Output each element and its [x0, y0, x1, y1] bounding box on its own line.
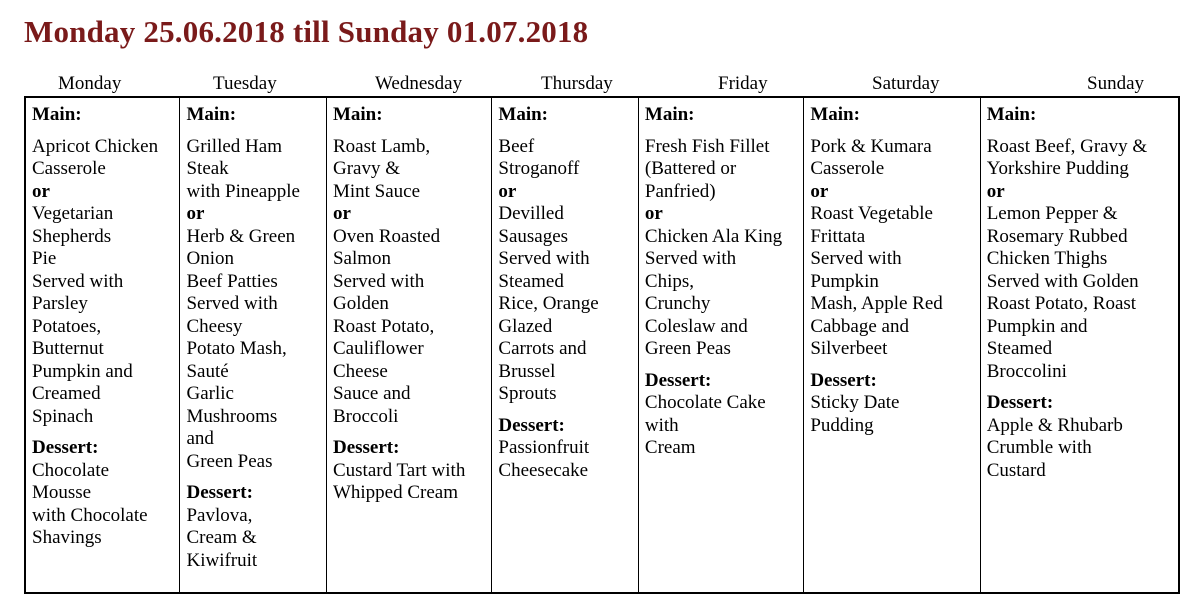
- main-option-b-line: Served with: [810, 248, 902, 269]
- main-option-a-line: Stroganoff: [498, 158, 580, 179]
- main-option-b-line: Sauté: [186, 360, 229, 382]
- day-header-saturday: Saturday: [872, 73, 940, 94]
- dessert-label: Dessert:: [498, 414, 565, 436]
- main-option-b-line: Chicken Thighs: [986, 248, 1108, 269]
- main-option-b-line: Roast Potato,: [332, 315, 435, 337]
- dessert-line: Kiwifruit: [186, 549, 258, 571]
- or-separator: or: [32, 180, 50, 202]
- day-header-wednesday: Wednesday: [375, 73, 463, 94]
- dessert-line: Cheesecake: [498, 459, 589, 481]
- main-option-b-line: Served with: [498, 248, 590, 269]
- main-option-a-line: Beef: [498, 135, 535, 157]
- spacer: [987, 127, 1178, 136]
- spacer: [810, 127, 979, 136]
- dessert-line: Pavlova,: [186, 504, 253, 526]
- dessert-label: Dessert:: [810, 369, 877, 391]
- dessert-line: Chocolate Cake: [644, 392, 766, 413]
- main-option-b-line: Devilled: [498, 203, 564, 224]
- main-option-b-line: Golden: [332, 293, 389, 314]
- main-option-a-line: (Battered or: [644, 158, 737, 179]
- main-option-b-line: Potato Mash,: [186, 338, 287, 359]
- main-option-a-line: Steak: [186, 158, 229, 179]
- main-option-b-line: Crunchy: [644, 293, 711, 314]
- day-column-friday: [639, 98, 804, 592]
- or-separator: or: [810, 180, 829, 202]
- main-option-a-line: Panfried): [644, 180, 716, 202]
- main-label: Main:: [644, 104, 695, 125]
- or-separator: or: [986, 180, 1005, 202]
- main-option-b-line: Beef Patties: [186, 270, 278, 292]
- dessert-line: Crumble with: [986, 437, 1092, 458]
- main-option-a-line: Yorkshire Pudding: [986, 158, 1129, 179]
- main-option-b-line: Creamed: [32, 383, 101, 404]
- dessert-line: Pudding: [810, 414, 874, 436]
- page-title: Monday 25.06.2018 till Sunday 01.07.2018: [24, 14, 589, 49]
- main-option-b-line: Spinach: [32, 405, 94, 427]
- main-option-a-line: Fresh Fish Fillet: [644, 135, 770, 157]
- main-option-a-line: Casserole: [32, 158, 106, 179]
- spacer: [810, 361, 979, 370]
- dessert-line: Shavings: [32, 527, 102, 548]
- dessert-line: Cream: [644, 437, 696, 458]
- main-option-b-line: Brussel: [498, 360, 556, 382]
- main-option-a-line: Mint Sauce: [332, 180, 421, 202]
- main-option-a-line: Apricot Chicken: [32, 135, 159, 157]
- main-option-b-line: Coleslaw and: [644, 315, 748, 337]
- main-option-b-line: Carrots and: [498, 338, 587, 359]
- main-option-b-line: Potatoes,: [32, 315, 102, 337]
- main-option-b-line: Glazed: [498, 315, 553, 337]
- dessert-line: Cream &: [186, 527, 257, 548]
- spacer: [498, 406, 638, 415]
- main-option-b-line: Roast Vegetable: [810, 203, 933, 224]
- dessert-line: with: [644, 414, 679, 436]
- spacer: [32, 127, 179, 136]
- main-option-b-line: Oven Roasted: [332, 225, 441, 247]
- main-option-b-line: Rice, Orange: [498, 293, 599, 314]
- main-option-b-line: Served with: [186, 293, 278, 314]
- main-option-b-line: Sprouts: [498, 383, 557, 404]
- main-label: Main:: [332, 104, 383, 125]
- day-column-saturday: [804, 98, 980, 592]
- spacer: [987, 383, 1178, 392]
- dessert-label: Dessert:: [332, 437, 400, 458]
- spacer: [498, 127, 638, 136]
- dessert-line: Custard: [986, 459, 1046, 481]
- dessert-line: with Chocolate: [32, 504, 148, 526]
- day-header-sunday: Sunday: [1087, 73, 1144, 94]
- day-column-thursday: [492, 98, 639, 592]
- dessert-line: Apple & Rhubarb: [986, 414, 1123, 436]
- main-label: Main:: [810, 104, 860, 125]
- main-option-a-line: Casserole: [810, 158, 885, 179]
- main-label: Main:: [186, 104, 237, 125]
- main-option-b-line: Shepherds: [32, 225, 112, 247]
- main-option-b-line: Rosemary Rubbed: [986, 225, 1128, 247]
- main-option-b-line: Pumpkin and: [32, 360, 133, 382]
- dessert-line: Custard Tart with: [332, 459, 466, 481]
- spacer: [645, 127, 803, 136]
- spacer: [333, 127, 491, 136]
- or-separator: or: [498, 180, 517, 202]
- main-option-b-line: Served with: [32, 270, 124, 292]
- main-option-a-line: Pork & Kumara: [810, 135, 932, 157]
- main-option-b-line: Green Peas: [186, 450, 273, 472]
- dessert-line: Passionfruit: [498, 437, 590, 458]
- spacer: [186, 473, 326, 482]
- dessert-line: Whipped Cream: [332, 482, 459, 503]
- main-option-b-line: Cheesy: [186, 315, 243, 337]
- day-header-monday: Monday: [58, 73, 122, 94]
- spacer: [333, 428, 491, 437]
- main-option-b-line: Silverbeet: [810, 338, 888, 359]
- main-option-b-line: Cabbage and: [810, 315, 909, 337]
- main-option-b-line: Broccolini: [986, 360, 1067, 382]
- main-option-a-line: Gravy &: [332, 158, 400, 179]
- day-headers: [24, 73, 1180, 95]
- main-option-b-line: Onion: [186, 248, 234, 269]
- main-option-b-line: Cauliflower: [332, 338, 424, 359]
- main-option-b-line: Mushrooms: [186, 405, 278, 427]
- main-label: Main:: [986, 104, 1037, 125]
- main-option-b-line: Parsley: [32, 293, 88, 314]
- main-option-b-line: Cheese: [332, 360, 388, 382]
- main-option-b-line: Steamed: [498, 270, 564, 292]
- dessert-line: Chocolate: [32, 459, 110, 481]
- dessert-line: Sticky Date: [810, 392, 900, 413]
- main-option-b-line: Pumpkin and: [986, 315, 1088, 337]
- dessert-label: Dessert:: [644, 369, 712, 391]
- main-option-a-line: Roast Lamb,: [332, 135, 431, 157]
- main-label: Main:: [32, 104, 82, 125]
- main-option-a-line: with Pineapple: [186, 180, 300, 202]
- spacer: [32, 428, 179, 437]
- day-column-wednesday: [327, 98, 492, 592]
- main-option-b-line: Broccoli: [332, 405, 399, 427]
- main-option-a-line: Roast Beef, Gravy &: [986, 135, 1148, 157]
- main-option-b-line: Lemon Pepper &: [986, 203, 1118, 224]
- or-separator: or: [332, 203, 351, 224]
- main-option-b-line: Garlic: [186, 383, 234, 404]
- day-header-tuesday: Tuesday: [213, 73, 277, 94]
- dessert-label: Dessert:: [986, 392, 1054, 413]
- main-label: Main:: [498, 104, 548, 125]
- spacer: [186, 127, 326, 136]
- main-option-b-line: Mash, Apple Red: [810, 293, 943, 314]
- main-option-b-line: Steamed: [986, 338, 1053, 359]
- main-option-b-line: Pie: [32, 248, 57, 269]
- main-option-b-line: Salmon: [332, 248, 392, 269]
- main-option-b-line: Served with: [644, 248, 737, 269]
- dessert-line: Mousse: [32, 482, 92, 503]
- day-column-tuesday: [180, 98, 327, 592]
- dessert-label: Dessert:: [186, 482, 253, 503]
- main-option-b-line: Served with Golden: [986, 270, 1139, 292]
- day-column-sunday: [981, 98, 1178, 592]
- main-option-b-line: and: [186, 428, 214, 449]
- dessert-label: Dessert:: [32, 437, 99, 458]
- main-option-b-line: Chips,: [644, 270, 694, 292]
- main-option-b-line: Herb & Green: [186, 225, 296, 247]
- main-option-b-line: Frittata: [810, 225, 866, 247]
- day-header-thursday: Thursday: [541, 73, 613, 94]
- day-column-monday: [26, 98, 180, 592]
- or-separator: or: [644, 203, 663, 224]
- main-option-b-line: Roast Potato, Roast: [986, 293, 1137, 314]
- or-separator: or: [186, 203, 205, 224]
- main-option-a-line: Grilled Ham: [186, 135, 282, 157]
- main-option-b-line: Chicken Ala King: [644, 225, 783, 247]
- main-option-b-line: Sauce and: [332, 383, 411, 404]
- spacer: [645, 361, 803, 370]
- main-option-b-line: Butternut: [32, 338, 104, 359]
- day-header-friday: Friday: [718, 73, 768, 94]
- main-option-b-line: Vegetarian: [32, 203, 114, 224]
- main-option-b-line: Pumpkin: [810, 270, 879, 292]
- main-option-b-line: Sausages: [498, 225, 569, 247]
- menu-table: [24, 96, 1180, 594]
- main-option-b-line: Served with: [332, 270, 425, 292]
- main-option-b-line: Green Peas: [644, 338, 731, 359]
